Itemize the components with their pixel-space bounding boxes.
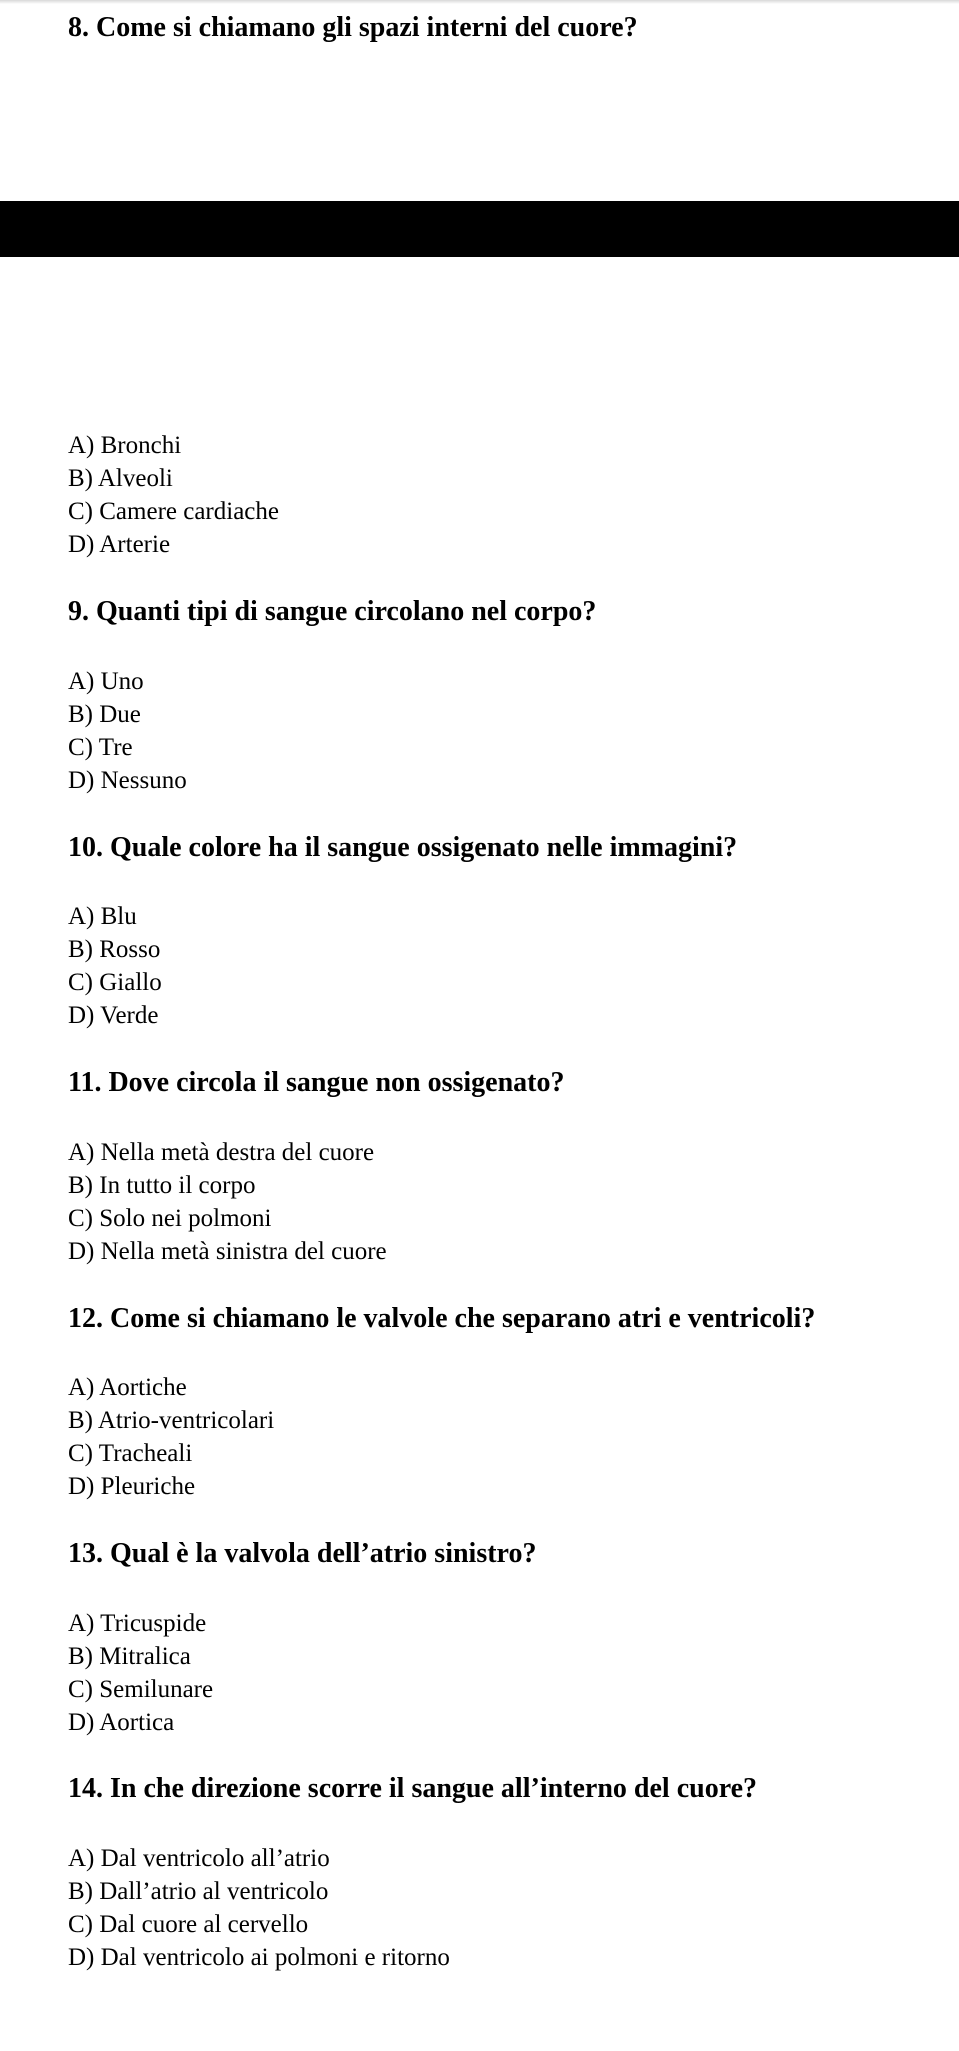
question-14-title: 14. In che direzione scorre il sangue all’interno del cuore?: [68, 1773, 758, 1804]
option: A) Aortiche: [68, 1374, 187, 1401]
option: D) Pleuriche: [68, 1473, 196, 1500]
option: C) Giallo: [68, 969, 162, 996]
option: A) Nella metà destra del cuore: [68, 1139, 375, 1166]
option: A) Uno: [68, 668, 144, 695]
option: A) Tricuspide: [68, 1610, 207, 1637]
option: D) Dal ventricolo ai polmoni e ritorno: [68, 1944, 450, 1971]
option: D) Nessuno: [68, 767, 187, 794]
question-9-title: 9. Quanti tipi di sangue circolano nel corpo?: [68, 596, 597, 627]
question-9-options: [68, 665, 187, 797]
option: B) In tutto il corpo: [68, 1172, 256, 1199]
option: C) Dal cuore al cervello: [68, 1911, 309, 1938]
option: B) Atrio-ventricolari: [68, 1407, 275, 1434]
option: D) Aortica: [68, 1709, 175, 1736]
question-13-title: 13. Qual è la valvola dell’atrio sinistro?: [68, 1538, 537, 1569]
option: A) Dal ventricolo all’atrio: [68, 1845, 330, 1872]
question-8-options: [68, 429, 279, 561]
option: B) Due: [68, 701, 141, 728]
option: A) Bronchi: [68, 432, 182, 459]
question-13-options: [68, 1607, 213, 1739]
option: B) Dall’atrio al ventricolo: [68, 1878, 329, 1905]
question-12-title: 12. Come si chiamano le valvole che separano atri e ventricoli?: [68, 1303, 816, 1334]
option: B) Rosso: [68, 936, 161, 963]
option: A) Blu: [68, 903, 137, 930]
page-top-edge: [0, 0, 959, 4]
option: C) Tracheali: [68, 1440, 193, 1467]
redaction-bar: [0, 201, 959, 257]
question-10-title: 10. Quale colore ha il sangue ossigenato nelle immagini?: [68, 832, 738, 863]
option: C) Camere cardiache: [68, 498, 279, 525]
question-14-options: [68, 1842, 450, 1974]
option: C) Semilunare: [68, 1676, 214, 1703]
question-11-title: 11. Dove circola il sangue non ossigenato?: [68, 1067, 565, 1098]
option: D) Nella metà sinistra del cuore: [68, 1238, 387, 1265]
option: C) Solo nei polmoni: [68, 1205, 272, 1232]
question-8-title: 8. Come si chiamano gli spazi interni del cuore?: [68, 12, 638, 43]
option: B) Alveoli: [68, 465, 173, 492]
option: D) Arterie: [68, 531, 171, 558]
question-10-options: [68, 900, 162, 1032]
question-12-options: [68, 1371, 274, 1503]
question-11-options: [68, 1136, 387, 1268]
option: B) Mitralica: [68, 1643, 191, 1670]
option: C) Tre: [68, 734, 133, 761]
option: D) Verde: [68, 1002, 159, 1029]
